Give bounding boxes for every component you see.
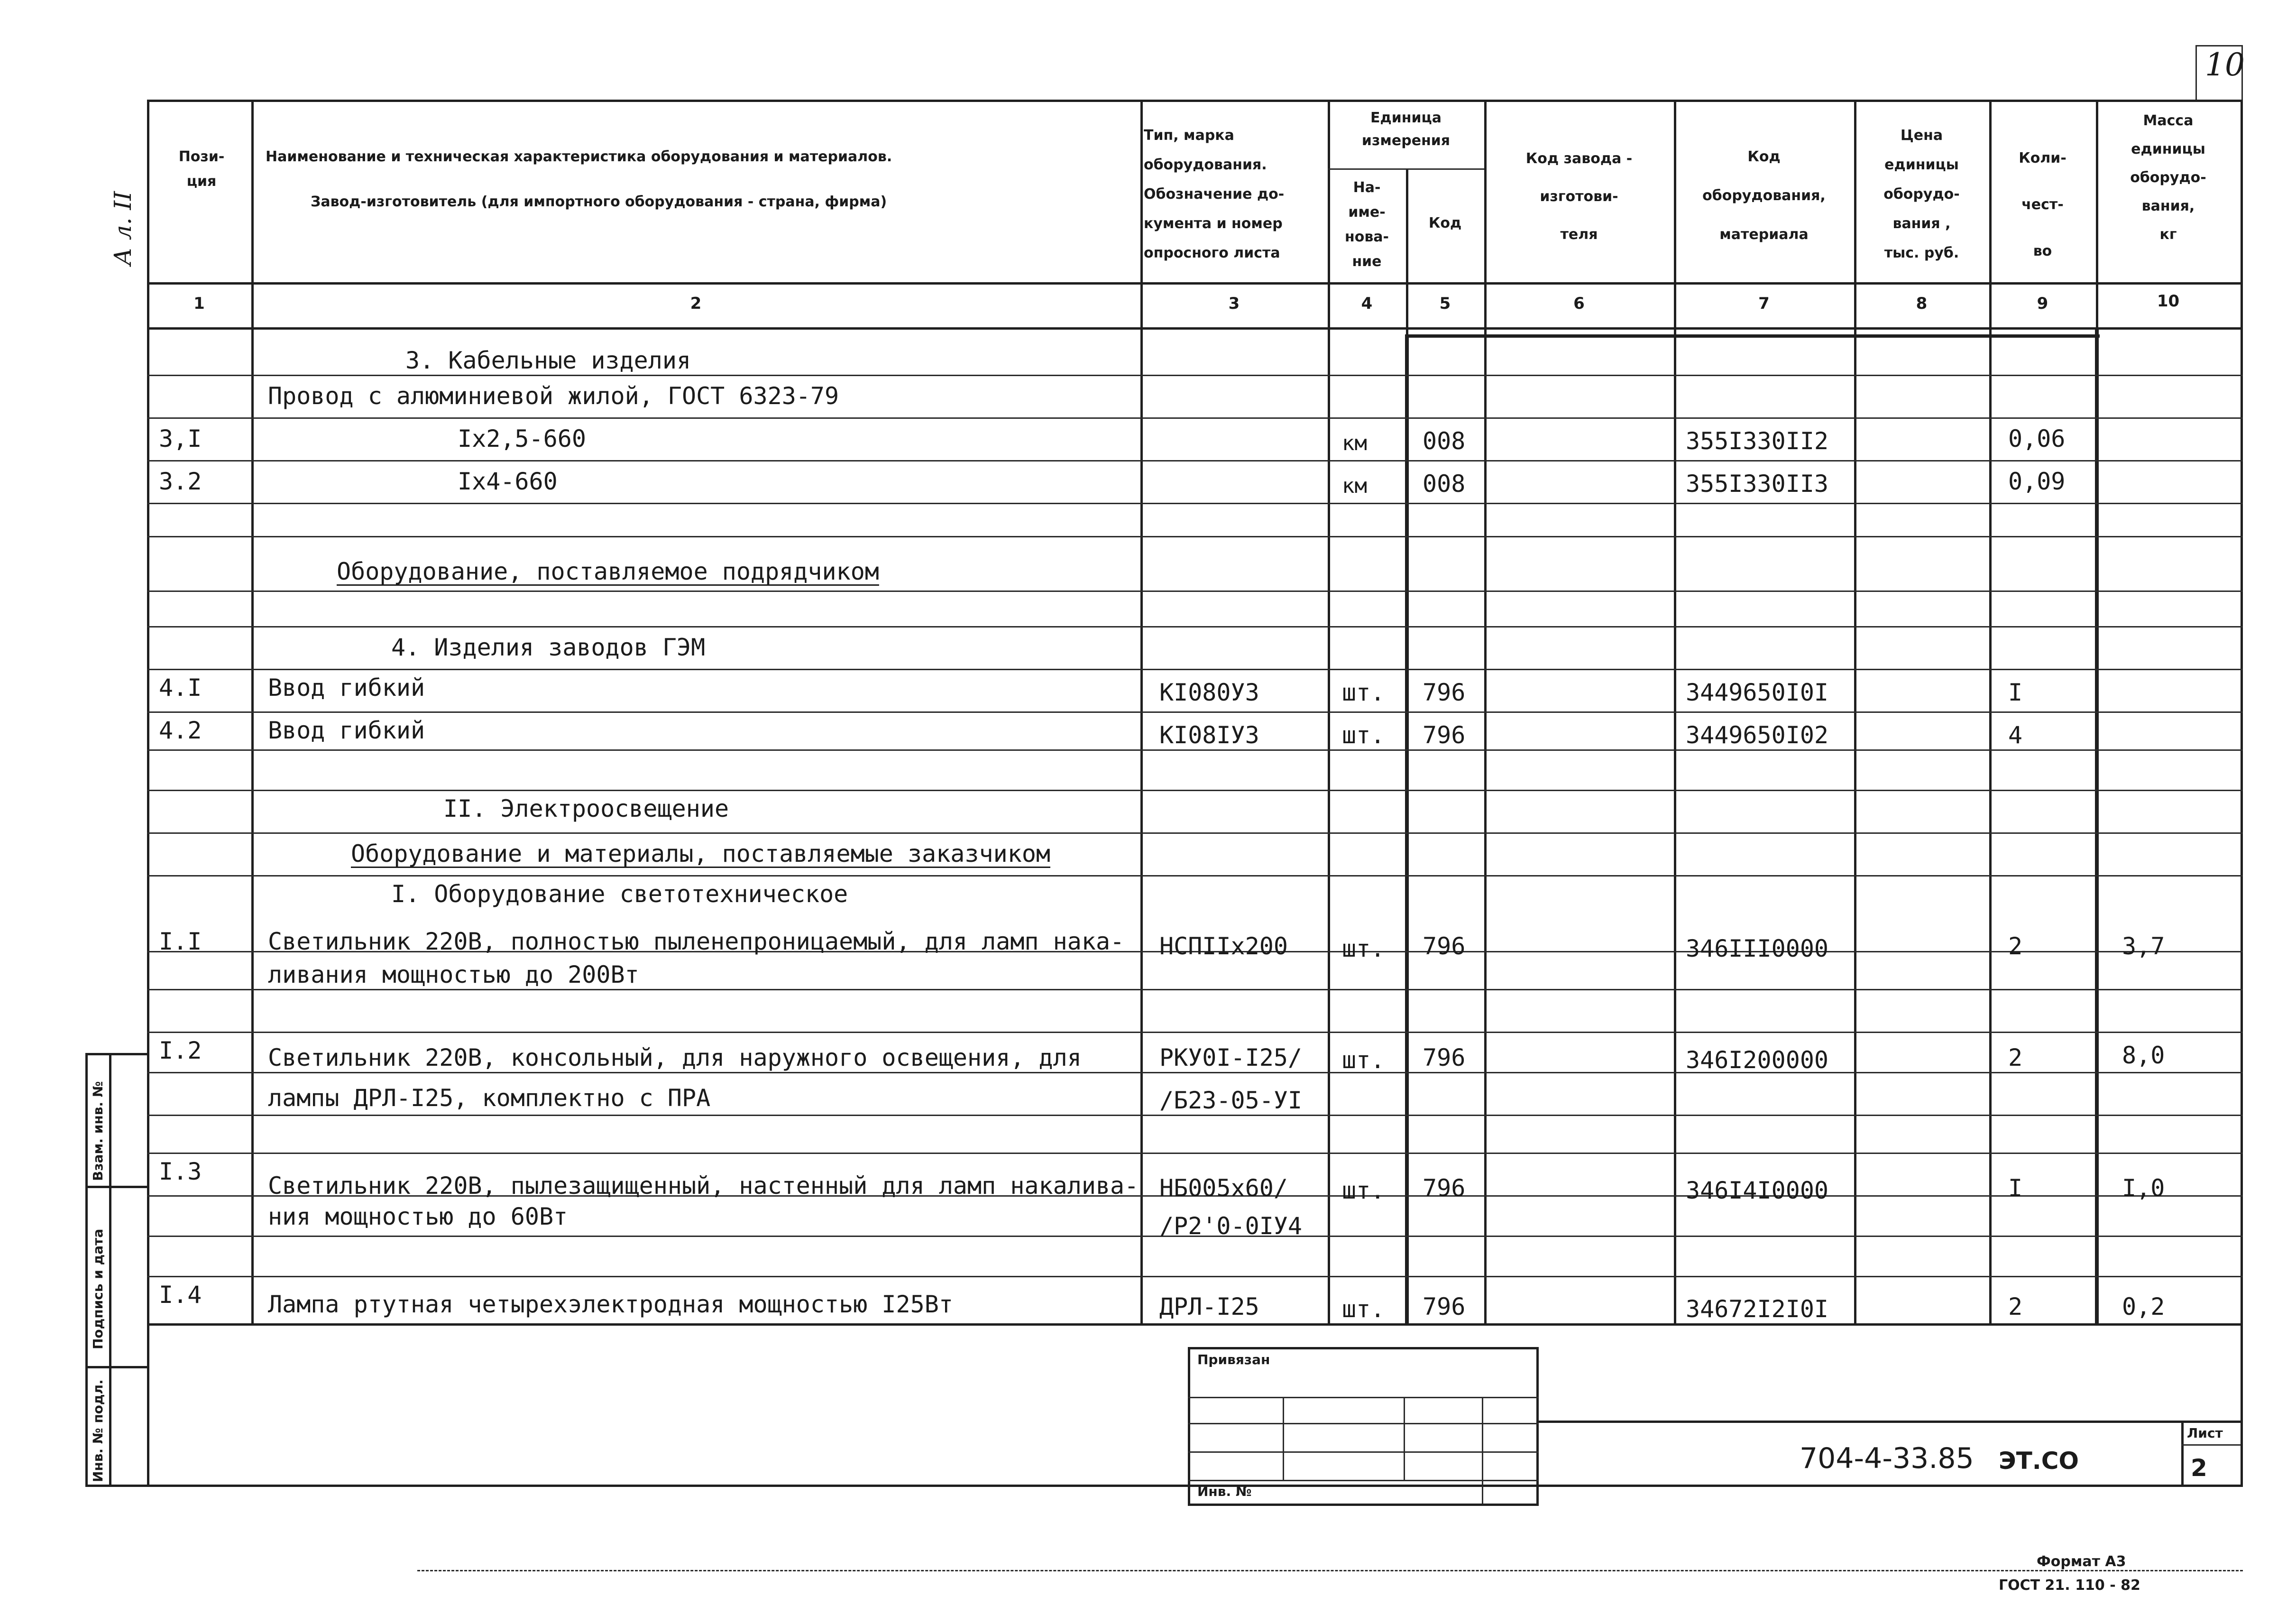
body-bottom: [147, 1323, 2243, 1326]
sheet-box-divider: [2181, 1444, 2241, 1446]
colnum-7: 7: [1758, 294, 1770, 313]
colnum-9: 9: [2037, 294, 2048, 313]
customer-heading: Оборудование и материалы, поставляемые заказчиком: [351, 840, 1051, 867]
section-3-title: 3. Кабельные изделия: [405, 347, 691, 374]
section-i-title: I. Оборудование светотехническое: [391, 880, 848, 908]
colnum-6: 6: [1573, 294, 1585, 313]
row-sep: [147, 790, 2243, 791]
stamp-col: [1482, 1397, 1483, 1504]
header-bottom: [147, 282, 2243, 285]
footer-format: Формат А3: [2037, 1553, 2126, 1570]
header-col4: На- име- нова- ние: [1344, 179, 1389, 270]
footer-line: [417, 1570, 2243, 1571]
colnum-bottom: [147, 327, 2243, 330]
row-i4-unit: шт.: [1342, 1295, 1385, 1323]
row-4-1-code: 796: [1423, 679, 1466, 706]
row-3-2-name: Iх4-660: [458, 468, 558, 495]
colnum-4: 4: [1361, 294, 1373, 313]
row-4-1-type: KI080У3: [1159, 679, 1259, 706]
row-4-1-name: Ввод гибкий: [268, 674, 425, 701]
row-4-1-unit: шт.: [1342, 679, 1385, 706]
colnum-bottom-bold: [1405, 334, 2100, 338]
row-4-1-mat: 3449650I0I: [1686, 679, 1829, 706]
side-stamp-mid: [109, 1053, 111, 1485]
row-3-2-pos: 3.2: [159, 468, 202, 495]
row-i1-type: НСПIIх200: [1159, 932, 1288, 960]
row-i1-code: 796: [1423, 932, 1466, 960]
stamp-right: [1536, 1347, 1539, 1506]
row-3-1-code: 008: [1423, 427, 1466, 455]
row-i2-pos: I.2: [159, 1037, 202, 1064]
stamp-left: [1188, 1347, 1190, 1506]
row-4-2-qty: 4: [2008, 721, 2023, 749]
row-i2-type-line2: /Б23-05-УI: [1159, 1087, 1303, 1114]
side-stamp-top: [85, 1053, 147, 1055]
stamp-bottom: [1188, 1504, 1539, 1506]
side-stamp-vzam: Взам. инв. №: [90, 1081, 106, 1181]
row-i1-mat: 346III0000: [1686, 935, 1829, 962]
row-i3-type-line1: НБ005х60/: [1159, 1174, 1288, 1202]
row-i3-type-line2: /Р2'0-0IУ4: [1159, 1212, 1303, 1240]
row-3-2-mat: 355I330II3: [1686, 470, 1829, 498]
side-stamp-podpis: Подпись и дата: [90, 1228, 106, 1349]
side-stamp-inv: Инв. № подл.: [90, 1379, 106, 1482]
contractor-heading: Оборудование, поставляемое подрядчиком: [337, 558, 879, 585]
row-sep: [147, 875, 2243, 877]
stamp-row: [1188, 1423, 1539, 1424]
row-3-2-unit: км: [1342, 474, 1367, 498]
row-i3-code: 796: [1423, 1174, 1466, 1202]
side-stamp-sep: [85, 1186, 147, 1188]
row-sep: [147, 1032, 2243, 1033]
row-i4-mass: 0,2: [2122, 1293, 2165, 1320]
side-stamp-sep: [85, 1366, 147, 1368]
row-sep: [147, 417, 2243, 419]
colnum-2: 2: [690, 294, 702, 313]
row-sep: [147, 375, 2243, 376]
row-i3-unit: шт.: [1342, 1177, 1385, 1204]
doc-code: ЭТ.СО: [1999, 1447, 2079, 1475]
side-stamp-bottom: [85, 1485, 147, 1487]
row-sep: [147, 669, 2243, 670]
row-sep: [147, 1072, 2243, 1073]
row-sep: [147, 503, 2243, 504]
header-unit-group: Единица измерения: [1361, 110, 1451, 149]
row-sep: [147, 460, 2243, 461]
stamp-top: [1188, 1347, 1539, 1349]
row-sep: [147, 1153, 2243, 1154]
row-i2-mass: 8,0: [2122, 1042, 2165, 1069]
section-4-title: 4. Изделия заводов ГЭМ: [391, 634, 706, 661]
header-col9: Коли- чест- во: [2019, 150, 2066, 259]
stamp-col: [1404, 1397, 1405, 1480]
row-3-1-unit: км: [1342, 431, 1367, 455]
header-col5: Код: [1428, 215, 1462, 231]
row-sep: [147, 989, 2243, 990]
row-4-2-name: Ввод гибкий: [268, 717, 425, 744]
row-i2-type-line1: РКУ0I-I25/: [1159, 1044, 1303, 1071]
row-3-1-mat: 355I330II2: [1686, 427, 1829, 455]
row-i2-name-line1: Светильник 220В, консольный, для наружного освещения, для: [268, 1044, 1082, 1071]
side-label: А л. II: [109, 191, 137, 266]
colnum-3: 3: [1228, 294, 1240, 313]
row-i4-mat: 34672I2I0I: [1686, 1295, 1829, 1323]
row-i2-code: 796: [1423, 1044, 1466, 1071]
stamp-row: [1188, 1397, 1539, 1398]
row-i1-name-line1: Светильник 220В, полностью пыленепроницаемый, для ламп нака-: [268, 928, 1125, 955]
colnum-1: 1: [193, 294, 205, 313]
row-i3-name-line1: Светильник 220В, пылезащищенный, настенный для ламп накалива-: [268, 1172, 1139, 1200]
row-4-2-code: 796: [1423, 721, 1466, 749]
header-col2-line2: Завод-изготовитель (для импортного оборудования - страна, фирма): [311, 194, 887, 210]
colnum-5: 5: [1439, 294, 1451, 313]
row-i4-code: 796: [1423, 1293, 1466, 1320]
sheet-box-left: [2181, 1421, 2184, 1487]
unit-group-divider: [1328, 168, 1484, 170]
row-3-1-pos: 3,I: [159, 425, 202, 452]
corner-box-left: [2195, 45, 2197, 100]
row-sep: [147, 626, 2243, 627]
header-col2-line1: Наименование и техническая характеристика оборудования и материалов.: [266, 148, 892, 165]
row-4-2-mat: 3449650I02: [1686, 721, 1829, 749]
header-col7: Код оборудования, материала: [1702, 148, 1826, 243]
section-ii-title: II. Электроосвещение: [443, 795, 729, 822]
header-col6: Код завода - изготови- теля: [1525, 150, 1633, 243]
row-i4-pos: I.4: [159, 1281, 202, 1309]
row-i1-unit: шт.: [1342, 935, 1385, 962]
header-col8: Цена единицы оборудо- вания , тыс. руб.: [1883, 127, 1960, 261]
row-sep: [147, 1115, 2243, 1116]
colnum-8: 8: [1916, 294, 1928, 313]
header-col10: Масса единицы оборудо- вания, кг: [2130, 112, 2206, 243]
row-4-2-type: KI08IУ3: [1159, 721, 1259, 749]
footer-gost: ГОСТ 21. 110 - 82: [1999, 1577, 2140, 1594]
stamp-row: [1188, 1451, 1539, 1453]
row-i1-name-line2: ливания мощностью до 200Вт: [268, 961, 639, 988]
doc-number: 704-4-33.85: [1800, 1442, 1974, 1475]
row-i3-mat: 346I4I0000: [1686, 1177, 1829, 1204]
row-i4-type: ДРЛ-I25: [1159, 1293, 1259, 1320]
sheet-number: 2: [2191, 1454, 2207, 1482]
stamp-row: [1188, 1480, 1539, 1481]
thick-col5-left: [1405, 337, 1409, 1326]
row-i2-mat: 346I200000: [1686, 1046, 1829, 1074]
frame-bottom: [147, 1485, 2243, 1487]
row-i2-name-line2: лампы ДРЛ-I25, комплектно с ПРА: [268, 1084, 711, 1112]
stamp-col: [1283, 1397, 1284, 1480]
row-4-2-unit: шт.: [1342, 721, 1385, 749]
row-i3-name-line2: ния мощностью до 60Вт: [268, 1203, 568, 1230]
row-i1-pos: I.I: [159, 928, 202, 955]
row-i3-mass: I,0: [2122, 1174, 2165, 1202]
row-sep: [147, 832, 2243, 834]
header-col3: Тип, марка оборудования. Обозначение до- кумента и номер опросного листа: [1144, 127, 1285, 261]
row-i1-qty: 2: [2008, 932, 2023, 960]
row-sep: [147, 1276, 2243, 1277]
row-sep: [147, 536, 2243, 537]
frame-top: [147, 100, 2243, 102]
row-i4-qty: 2: [2008, 1293, 2023, 1320]
row-4-1-qty: I: [2008, 679, 2023, 706]
row-4-2-pos: 4.2: [159, 717, 202, 744]
row-4-1-pos: 4.I: [159, 674, 202, 701]
row-sep: [147, 749, 2243, 751]
frame-right: [2241, 100, 2243, 1487]
sheet-corner-number: 10: [2205, 46, 2245, 83]
section-3-subtitle: Провод с алюминиевой жилой, ГОСТ 6323-79: [268, 382, 839, 410]
side-stamp-left: [85, 1053, 88, 1485]
stamp-inv-no: Инв. №: [1197, 1484, 1252, 1499]
header-col1: Пози- ция: [178, 148, 225, 190]
row-sep: [147, 711, 2243, 713]
row-3-2-qty: 0,09: [2008, 468, 2066, 495]
stamp-privyazan: Привязан: [1197, 1352, 1270, 1367]
row-i3-pos: I.3: [159, 1158, 202, 1185]
row-i2-unit: шт.: [1342, 1046, 1385, 1074]
row-3-1-name: Iх2,5-660: [458, 425, 586, 452]
thick-col9-right: [2095, 327, 2099, 1326]
row-i3-qty: I: [2008, 1174, 2023, 1202]
colnum-10: 10: [2157, 292, 2180, 311]
row-i2-qty: 2: [2008, 1044, 2023, 1071]
row-i4-name: Лампа ртутная четырехэлектродная мощностью I25Вт: [268, 1291, 953, 1318]
row-3-2-code: 008: [1423, 470, 1466, 498]
row-3-1-qty: 0,06: [2008, 425, 2066, 452]
sheet-label: Лист: [2187, 1425, 2223, 1441]
title-block-top: [1536, 1421, 2243, 1423]
row-i1-mass: 3,7: [2122, 932, 2165, 960]
row-sep: [147, 591, 2243, 592]
